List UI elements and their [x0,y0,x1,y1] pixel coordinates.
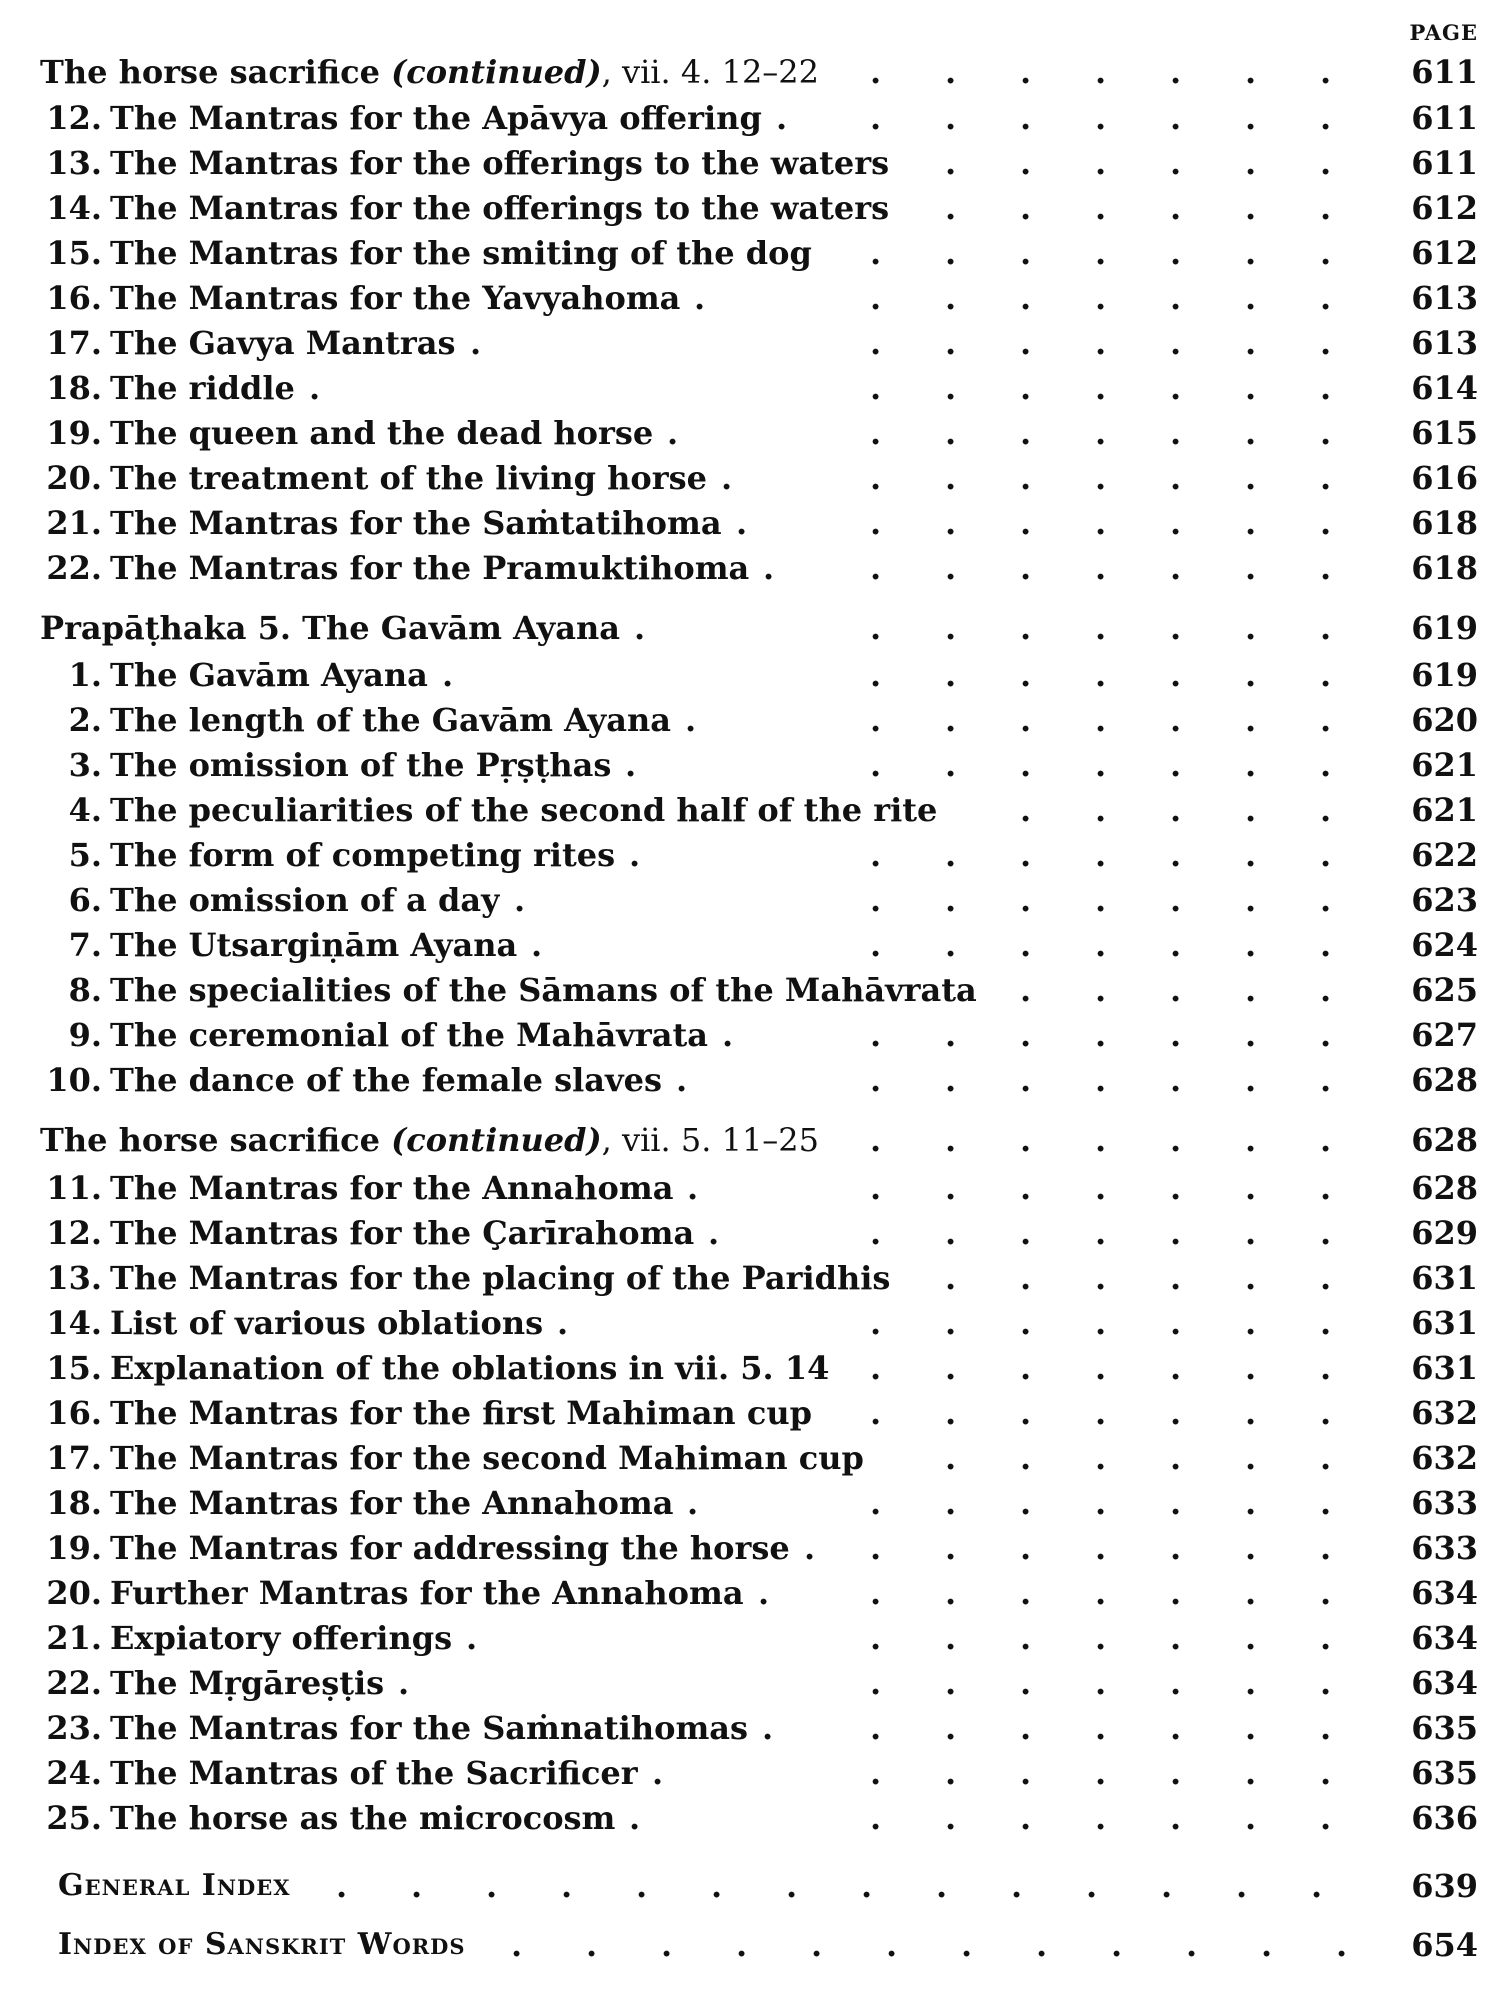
entry-title-text: Further Mantras for the Annahoma [110,1574,744,1612]
entry-title-text: List of various oblations [110,1304,544,1342]
leader-dots: . . . . . . . . [694,279,1332,317]
toc-section-heading [0,52,1500,92]
page-number: 654 [1411,1926,1478,1964]
leader-dots: . . . . . . . [870,1121,1332,1159]
page-number: 635 [1411,1709,1478,1747]
entry-title-text: The riddle [110,369,295,407]
leader-dots: . . . . . . . [870,1394,1332,1432]
entry-number: 12. [46,99,102,137]
leader-dots: . . . . . . . . [629,836,1332,874]
page-number: 639 [1411,1867,1478,1905]
entry-number: 20. [46,1574,102,1612]
page-number: 634 [1411,1619,1478,1657]
page-number: 615 [1411,414,1478,452]
page-number: 636 [1411,1799,1478,1837]
entry-number: 10. [46,1061,102,1099]
leader-dots: . . . . . . [945,189,1332,227]
entry-reference: , vii. 4. 12–22 [601,53,820,91]
entry-number: 3. [68,746,102,784]
toc-entry [0,835,1500,875]
page-number: 627 [1411,1016,1478,1054]
entry-number: 19. [46,1529,102,1567]
page-number: 611 [1411,144,1478,182]
toc-entry [0,98,1500,138]
page-number: 612 [1411,234,1478,272]
leader-dots: . . . . . . . . [708,1214,1332,1252]
page-number: 633 [1411,1484,1478,1522]
entry-number: 18. [46,1484,102,1522]
leader-dots: . . . . . . . . [470,324,1332,362]
entry-number: 5. [68,836,102,874]
leader-dots: . . . . . . . . [466,1619,1332,1657]
entry-number: 18. [46,369,102,407]
entry-title-text: The Mantras for the Apāvya offering [110,99,762,137]
entry-title-text: The Gavya Mantras [110,324,456,362]
entry-number: 15. [46,234,102,272]
toc-entry [0,278,1500,318]
page-number: 632 [1411,1394,1478,1432]
toc-entry [0,1663,1500,1703]
leader-dots: . . . . . . . . [309,369,1332,407]
page-number: 624 [1411,926,1478,964]
entry-title-text: The Gavām Ayana [110,656,428,694]
entry-number: 19. [46,414,102,452]
page-number: 621 [1411,746,1478,784]
entry-title-text: The Mantras for addressing the horse [110,1529,790,1567]
entry-number: 15. [46,1349,102,1387]
entry-number: 17. [46,324,102,362]
entry-number: 7. [68,926,102,964]
entry-number: 21. [46,504,102,542]
toc-entry [0,233,1500,273]
page-number: 628 [1411,1121,1478,1159]
entry-title-text: The queen and the dead horse [110,414,654,452]
page-number: 619 [1411,656,1478,694]
entry-number: 21. [46,1619,102,1657]
toc-entry [0,1528,1500,1568]
entry-number: 8. [68,971,102,1009]
page-number: 635 [1411,1754,1478,1792]
leader-dots: . . . . . . . . [763,549,1332,587]
entry-number: 1. [68,656,102,694]
toc-entry [0,1393,1500,1433]
entry-title-text: The horse sacrifice [40,1121,380,1159]
page-number: 628 [1411,1061,1478,1099]
leader-dots: . . . . . . . . [557,1304,1332,1342]
leader-dots: . . . . . . . . [762,1709,1332,1747]
entry-title-text: The treatment of the living horse [110,459,707,497]
leader-dots: . . . . . . . . [625,746,1332,784]
toc-entry [0,1213,1500,1253]
toc-section-heading [0,1120,1500,1160]
page-number: 619 [1411,609,1478,647]
entry-title-text: The Utsargiṇām Ayana [110,926,518,964]
toc-entry [0,880,1500,920]
page-number: 614 [1411,369,1478,407]
entry-title-text: Expiatory offerings [110,1619,453,1657]
page-number: 616 [1411,459,1478,497]
toc-entry [0,1303,1500,1343]
leader-dots: . . . . . . . . [667,414,1332,452]
page-number: 633 [1411,1529,1478,1567]
page-number: 621 [1411,791,1478,829]
page-number: 634 [1411,1574,1478,1612]
toc-section-heading [0,608,1500,648]
leader-dots: . . . . . . . [870,1349,1332,1387]
entry-number: 25. [46,1799,102,1837]
toc-entry [0,1618,1500,1658]
toc-entry [0,1258,1500,1298]
entry-number: 13. [46,144,102,182]
toc-entry [0,970,1500,1010]
entry-title-text: The Mantras for the placing of the Paridhis [110,1259,891,1297]
toc-entry [0,925,1500,965]
leader-dots: . . . . . [1020,971,1332,1009]
toc-entry [0,413,1500,453]
entry-title-text: The Mantras for the Annahoma [110,1484,674,1522]
entry-number: 2. [68,701,102,739]
leader-dots: . . . . . . . . [736,504,1332,542]
leader-dots: . . . . . . . . [398,1664,1332,1702]
page-number: 618 [1411,504,1478,542]
entry-title-text: The peculiarities of the second half of the rite [110,791,938,829]
entry-number: 13. [46,1259,102,1297]
page-number: 620 [1411,701,1478,739]
leader-dots: . . . . . . . . [652,1754,1332,1792]
entry-title-text: The dance of the female slaves [110,1061,662,1099]
page-number: 611 [1411,99,1478,137]
entry-number: 12. [46,1214,102,1252]
entry-title-text: Prapāṭhaka 5. The Gavām Ayana [40,609,620,647]
toc-entry [0,188,1500,228]
page-number: 611 [1411,53,1478,91]
toc-entry [0,1060,1500,1100]
leader-dots: . . . . . . . . [531,926,1332,964]
leader-dots: . . . . . . . . [722,1016,1332,1054]
page-number: 613 [1411,324,1478,362]
entry-title-text: The Mṛgāreṣṭis [110,1664,385,1702]
leader-dots: . . . . . . . . [804,1529,1332,1567]
entry-title-text: General Index [58,1868,291,1903]
leader-dots: . . . . . . . [870,234,1332,272]
toc-entry [0,655,1500,695]
entry-title-text: Index of Sanskrit Words [58,1927,466,1962]
toc-index-entry [0,1925,1500,1965]
toc-entry [0,745,1500,785]
leader-dots: . . . . . . . . [629,1799,1332,1837]
leader-dots: . . . . . . . . [687,1484,1332,1522]
entry-title-text: The ceremonial of the Mahāvrata [110,1016,708,1054]
page-number: 618 [1411,549,1478,587]
leader-dots: . . . . . [1020,791,1332,829]
leader-dots: . . . . . . [945,1439,1332,1477]
toc-entry [0,1168,1500,1208]
leader-dots: . . . . . . . [870,53,1332,91]
page-number: 613 [1411,279,1478,317]
entry-title-text: The Mantras for the Pramuktihoma [110,549,750,587]
entry-title-text: The Mantras for the Çarīrahoma [110,1214,695,1252]
entry-title-text: The Mantras for the offerings to the waters [110,144,890,182]
toc-entry [0,1483,1500,1523]
page-number: 622 [1411,836,1478,874]
leader-dots: . . . . . . . . [758,1574,1332,1612]
entry-title-text: The omission of the Pṛṣṭhas [110,746,612,784]
entry-title-text: The specialities of the Sāmans of the Mahāvrata [110,971,977,1009]
toc-entry [0,700,1500,740]
toc-entry [0,1438,1500,1478]
page-number: 612 [1411,189,1478,227]
entry-number: 11. [46,1169,102,1207]
page-number: 632 [1411,1439,1478,1477]
entry-number: 9. [68,1016,102,1054]
toc-entry [0,1708,1500,1748]
toc-index-entry [0,1866,1500,1906]
entry-title-italic: (continued) [391,1121,602,1159]
toc-entry [0,1753,1500,1793]
page-number: 629 [1411,1214,1478,1252]
leader-dots: . . . . . . . . [676,1061,1332,1099]
leader-dots: . . . . . . . . [687,1169,1332,1207]
entry-title-text: The form of competing rites [110,836,616,874]
toc-entry [0,323,1500,363]
entry-title-text: The Mantras for the offerings to the waters [110,189,890,227]
toc-entry [0,1015,1500,1055]
leader-dots: . . . . . . . . [514,881,1332,919]
entry-number: 14. [46,189,102,227]
entry-title-text: The Mantras for the first Mahiman cup [110,1394,812,1432]
entry-title-text: The omission of a day [110,881,500,919]
entry-number: 14. [46,1304,102,1342]
leader-dots: . . . . . . . . . . . . . . [336,1867,1323,1905]
entry-title-italic: (continued) [391,53,602,91]
leader-dots: . . . . . . [945,144,1332,182]
entry-number: 17. [46,1439,102,1477]
toc-entry [0,548,1500,588]
entry-number: 22. [46,1664,102,1702]
entry-title-text: The Mantras for the second Mahiman cup [110,1439,864,1477]
entry-title-text: Explanation of the oblations in vii. 5. 14 [110,1349,830,1387]
page-number: 628 [1411,1169,1478,1207]
entry-reference: , vii. 5. 11–25 [601,1121,820,1159]
leader-dots: . . . . . . . . [776,99,1332,137]
entry-number: 23. [46,1709,102,1747]
entry-title-text: The Mantras of the Sacrificer [110,1754,638,1792]
toc-entry [0,143,1500,183]
entry-title-text: The Mantras for the Annahoma [110,1169,674,1207]
entry-title-text: The Mantras for the Yavyahoma [110,279,681,317]
entry-number: 22. [46,549,102,587]
toc-entry [0,1573,1500,1613]
leader-dots: . . . . . . . . [442,656,1332,694]
entry-title-text: The horse sacrifice [40,53,380,91]
page-number: 631 [1411,1349,1478,1387]
page-number: 631 [1411,1304,1478,1342]
toc-entry [0,1348,1500,1388]
entry-number: 4. [68,791,102,829]
entry-number: 6. [68,881,102,919]
leader-dots: . . . . . . [945,1259,1332,1297]
entry-title-text: The Mantras for the Saṁtatihoma [110,504,722,542]
entry-title-text: The horse as the microcosm [110,1799,616,1837]
page-number: 625 [1411,971,1478,1009]
leader-dots: . . . . . . . . [721,459,1332,497]
entry-title-text: The Mantras for the Saṁnatihomas [110,1709,749,1747]
toc-entry [0,503,1500,543]
entry-number: 24. [46,1754,102,1792]
leader-dots: . . . . . . . . [634,609,1332,647]
entry-number: 20. [46,459,102,497]
page-number: 623 [1411,881,1478,919]
toc-entry [0,458,1500,498]
leader-dots: . . . . . . . . [685,701,1332,739]
toc-entry [0,790,1500,830]
toc-entry [0,1798,1500,1838]
page-number: 634 [1411,1664,1478,1702]
page-column-header: PAGE [1409,20,1478,45]
page-number: 631 [1411,1259,1478,1297]
entry-title-text: The length of the Gavām Ayana [110,701,671,739]
leader-dots: . . . . . . . . . . . . [511,1926,1348,1964]
entry-number: 16. [46,279,102,317]
entry-number: 16. [46,1394,102,1432]
entry-title-text: The Mantras for the smiting of the dog [110,234,812,272]
toc-entry [0,368,1500,408]
